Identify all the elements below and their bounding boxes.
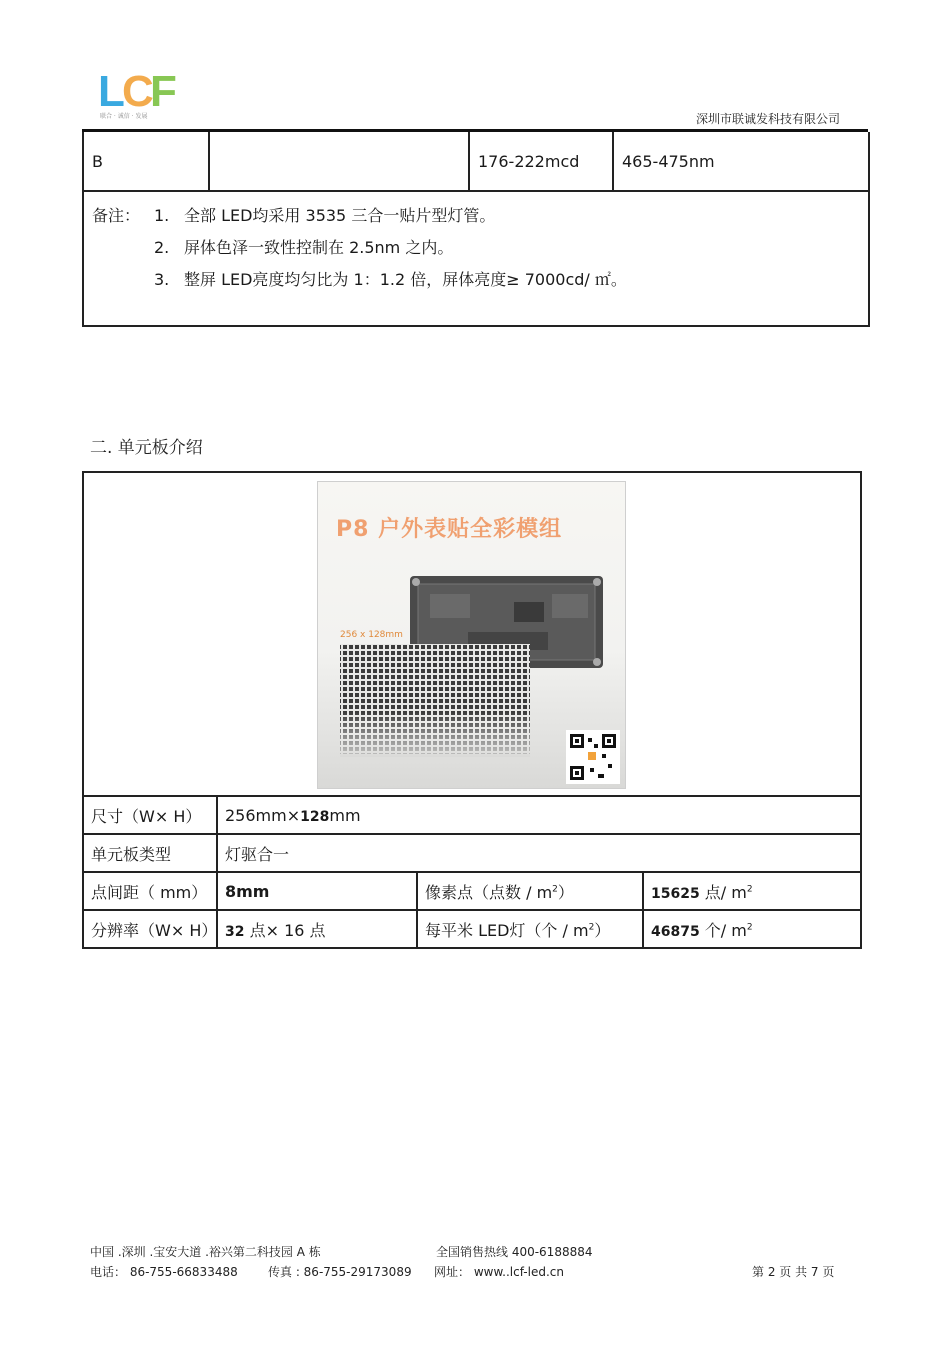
- footer-website[interactable]: 网址： www..lcf-led.cn: [434, 1265, 564, 1279]
- svg-text:联合 · 诚信 · 发展: 联合 · 诚信 · 发展: [100, 113, 148, 120]
- note-item: 3. 整屏 LED亮度均匀比为 1：1.2 倍，屏体亮度≥ 7000cd/ ㎡。: [154, 270, 627, 289]
- led-density-label: 每平米 LED灯（个 / $m^2$）: [417, 910, 643, 948]
- table-row: [83, 834, 861, 872]
- wavelength-cell: 465-475nm: [613, 132, 869, 191]
- product-image: [317, 481, 626, 789]
- resolution-value: 32 点× 16 点: [217, 910, 417, 948]
- pitch-value: 8mm: [217, 872, 417, 910]
- footer-fax: 传真 : 86-755-29173089: [268, 1265, 412, 1279]
- pixel-density-value: 15625 点/ $m^2$: [643, 872, 861, 910]
- pitch-label: 点间距（ mm）: [83, 872, 217, 910]
- company-logo: [98, 68, 182, 120]
- svg-text:L: L: [98, 68, 125, 116]
- note-item: 2. 屏体色泽一致性控制在 2.5nm 之内。: [154, 238, 454, 257]
- led-density-value: 46875 个/ $m^2$: [643, 910, 861, 948]
- resolution-label: 分辨率（W× H）: [83, 910, 217, 948]
- led-color-table: [82, 132, 870, 327]
- module-size-label: 256 x 128mm: [340, 630, 403, 640]
- type-label: 单元板类型: [83, 834, 217, 872]
- size-value: 256mm×128mm: [217, 796, 861, 834]
- svg-text:F: F: [150, 68, 177, 116]
- table-row: [83, 132, 869, 191]
- footer-hotline: 全国销售热线 400-6188884: [436, 1245, 593, 1259]
- notes-row: [83, 191, 869, 326]
- brightness-cell: 176-222mcd: [469, 132, 613, 191]
- footer-address: 中国 .深圳 .宝安大道 .裕兴第二科技园 A 栋: [90, 1245, 321, 1259]
- product-image-cell: [83, 472, 861, 796]
- footer-phone: 电话： 86-755-66833488: [90, 1265, 238, 1279]
- pixel-density-label: 像素点（点数 / $m^2$）: [417, 872, 643, 910]
- notes-label: 备注：: [92, 206, 141, 225]
- table-row: [83, 796, 861, 834]
- product-image-title: P8 户外表贴全彩模组: [336, 517, 563, 542]
- company-name: 深圳市联诚发科技有限公司: [695, 112, 840, 126]
- size-label: 尺寸（W× H）: [83, 796, 217, 834]
- blank-cell: [209, 132, 469, 191]
- unit-board-table: [82, 471, 862, 949]
- section-title: 二. 单元板介绍: [90, 438, 203, 458]
- table-row: [83, 872, 861, 910]
- table-row: [83, 910, 861, 948]
- svg-text:C: C: [122, 68, 154, 116]
- note-item: 备注： 1. 全部 LED均采用 3535 三合一贴片型灯管。: [92, 200, 860, 232]
- type-value: 灯驱合一: [217, 834, 861, 872]
- notes-cell: [83, 191, 869, 326]
- color-cell: B: [83, 132, 209, 191]
- page-number: 第 2 页 共 7 页: [752, 1265, 835, 1279]
